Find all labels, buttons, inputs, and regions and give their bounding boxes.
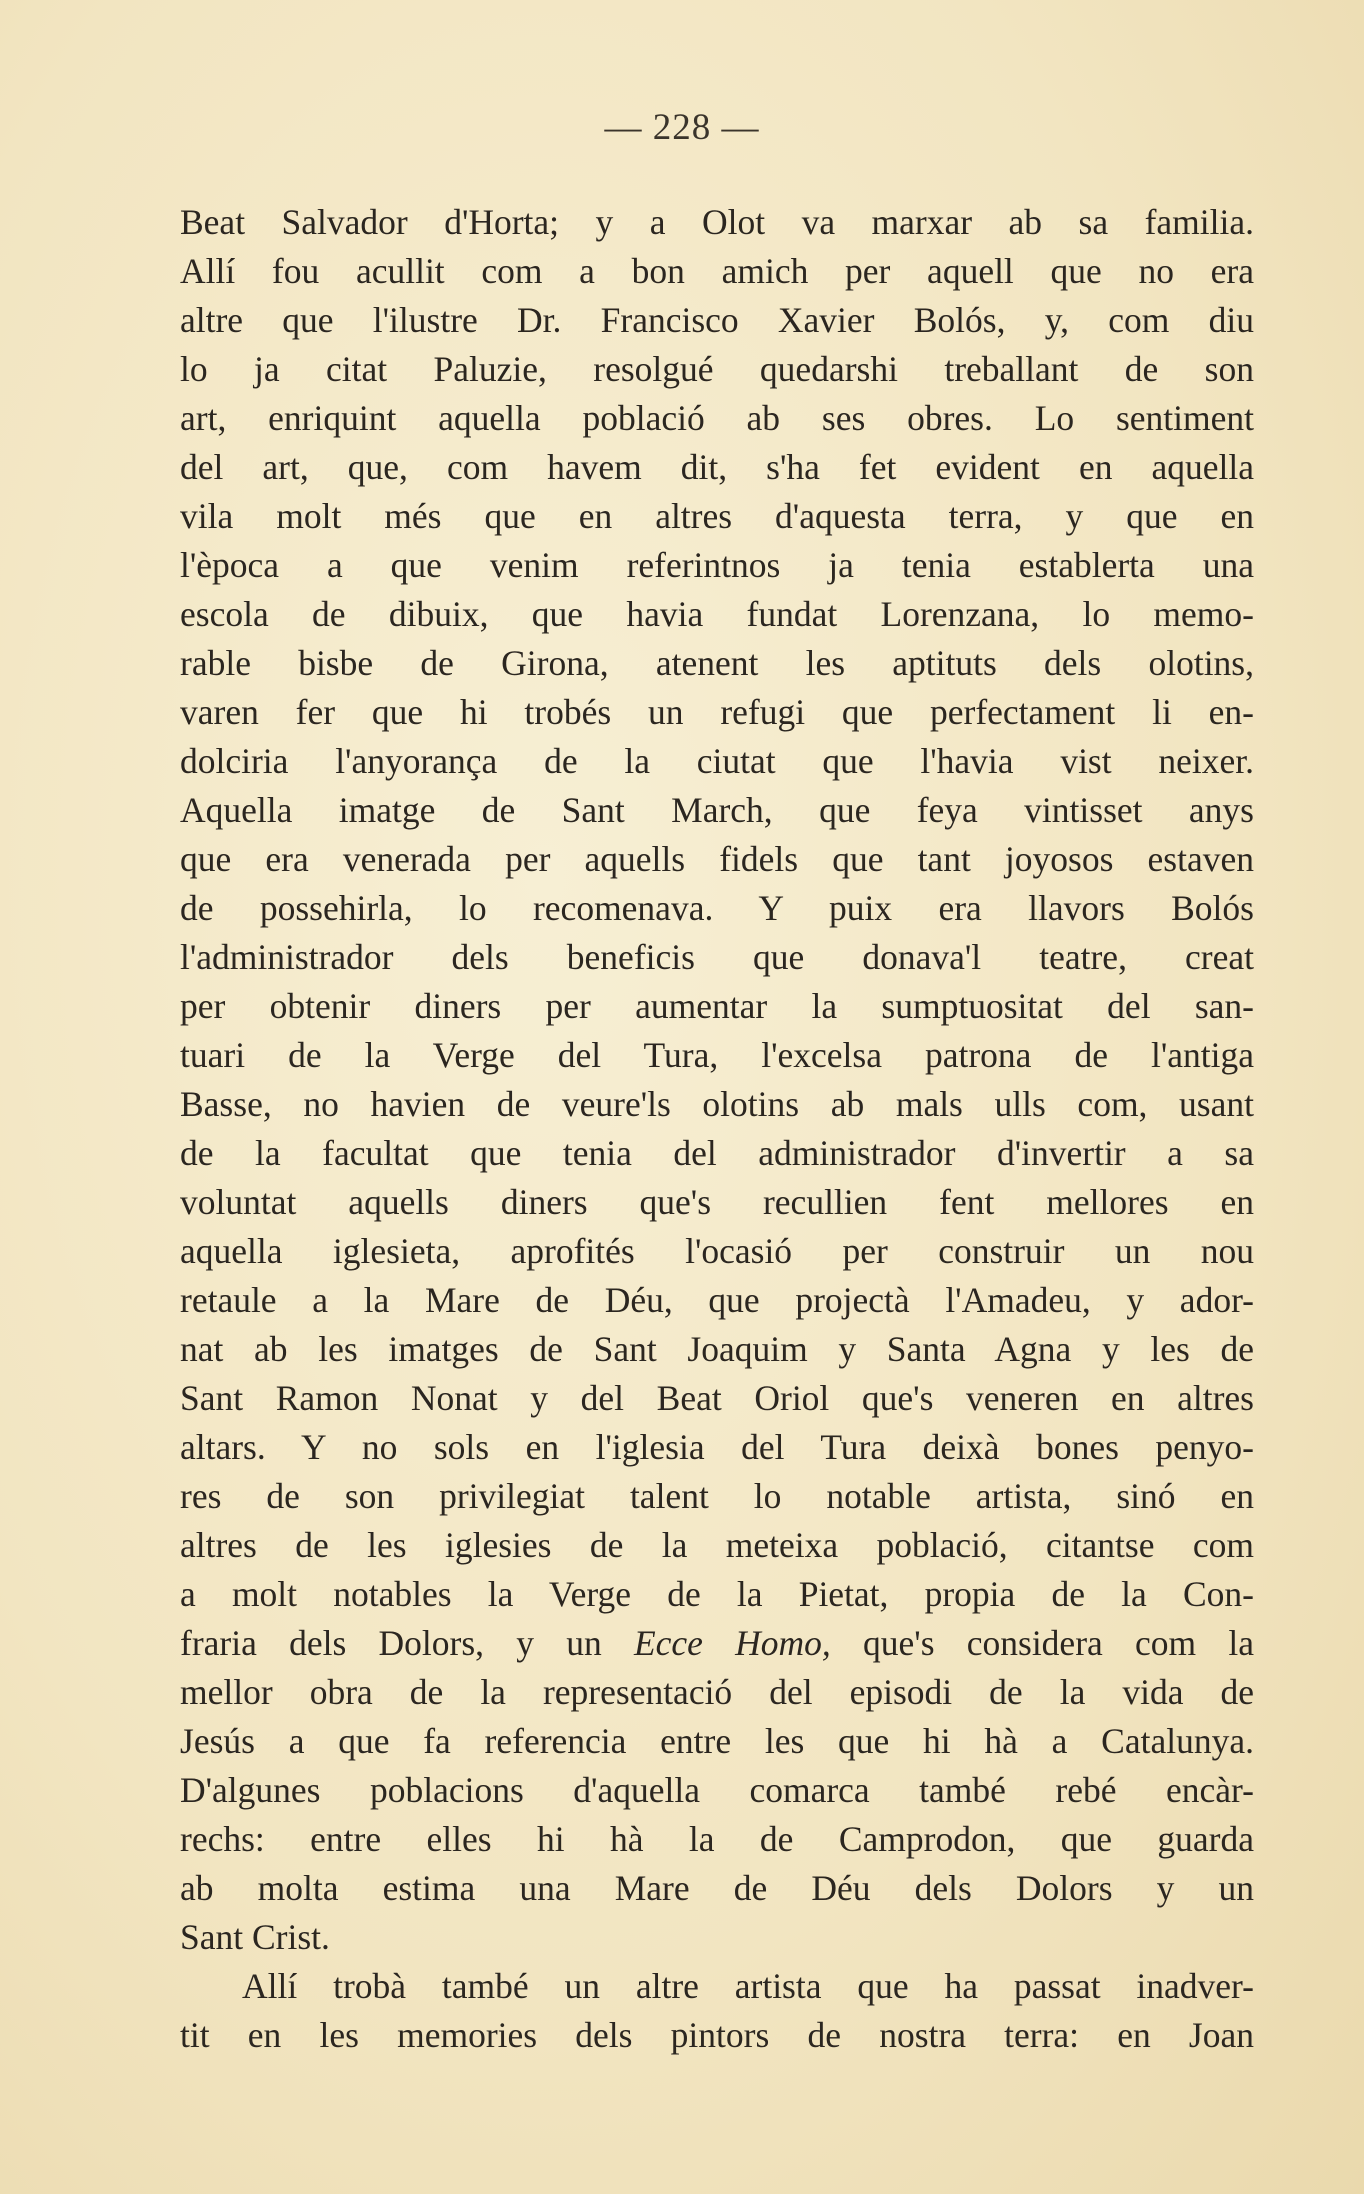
text-line: altars. Y no sols en l'iglesia del Tura deixà bones penyo-: [180, 1427, 1254, 1467]
italic-text-run: Ecce Homo,: [633, 1623, 831, 1663]
text-line: voluntat aquells diners que's recullien fent mellores en: [180, 1182, 1254, 1222]
text-run: fraria dels Dolors, y un: [180, 1623, 634, 1663]
text-line: Aquella imatge de Sant March, que feya vintisset anys: [180, 790, 1254, 830]
text-line: tit en les memories dels pintors de nostra terra: en Joan: [180, 2015, 1254, 2055]
text-line: de la facultat que tenia del administrador d'invertir a sa: [180, 1133, 1254, 1173]
text-line: art, enriquint aquella població ab ses obres. Lo sentiment: [180, 398, 1254, 438]
text-line: altres de les iglesies de la meteixa població, citantse com: [180, 1525, 1254, 1565]
text-line: Beat Salvador d'Horta; y a Olot va marxar ab sa familia.: [180, 202, 1254, 242]
text-line: aquella iglesieta, aprofités l'ocasió per construir un nou: [180, 1231, 1254, 1271]
text-line: Jesús a que fa referencia entre les que hi hà a Catalunya.: [180, 1721, 1254, 1761]
body-text: [180, 198, 1254, 2060]
text-line: D'algunes poblacions d'aquella comarca també rebé encàr-: [180, 1770, 1254, 1810]
text-line: Allí fou acullit com a bon amich per aquell que no era: [180, 251, 1254, 291]
page-number: — 228 —: [604, 107, 760, 148]
text-line: ab molta estima una Mare de Déu dels Dolors y un: [180, 1868, 1254, 1908]
text-line: dolciria l'anyorança de la ciutat que l'havia vist neixer.: [180, 741, 1254, 781]
text-line: l'època a que venim referintnos ja tenia establerta una: [180, 545, 1254, 585]
text-line: que era venerada per aquells fidels que tant joyosos estaven: [180, 839, 1254, 879]
text-line: a molt notables la Verge de la Pietat, propia de la Con-: [180, 1574, 1254, 1614]
text-line: Basse, no havien de veure'ls olotins ab mals ulls com, usant: [180, 1084, 1254, 1124]
text-line: de possehirla, lo recomenava. Y puix era llavors Bolós: [180, 888, 1254, 928]
text-line: vila molt més que en altres d'aquesta terra, y que en: [180, 496, 1254, 536]
text-line: nat ab les imatges de Sant Joaquim y Santa Agna y les de: [180, 1329, 1254, 1369]
text-line: varen fer que hi trobés un refugi que perfectament li en-: [180, 692, 1254, 732]
text-line: Allí trobà també un altre artista que ha passat inadver-: [242, 1966, 1254, 2006]
text-line: lo ja citat Paluzie, resolgué quedarshi treballant de son: [180, 349, 1254, 389]
text-line: Sant Ramon Nonat y del Beat Oriol que's veneren en altres: [180, 1378, 1254, 1418]
text-line: rable bisbe de Girona, atenent les aptituts dels olotins,: [180, 643, 1254, 683]
text-line: Sant Crist.: [180, 1917, 330, 1957]
text-line: escola de dibuix, que havia fundat Lorenzana, lo memo-: [180, 594, 1254, 634]
text-line: rechs: entre elles hi hà la de Camprodon, que guarda: [180, 1819, 1254, 1859]
text-line: tuari de la Verge del Tura, l'excelsa patrona de l'antiga: [180, 1035, 1254, 1075]
text-line: l'administrador dels beneficis que donava'l teatre, creat: [180, 937, 1254, 977]
text-line: per obtenir diners per aumentar la sumptuositat del san-: [180, 986, 1254, 1026]
text-line: mellor obra de la representació del episodi de la vida de: [180, 1672, 1254, 1712]
text-line: del art, que, com havem dit, s'ha fet evident en aquella: [180, 447, 1254, 487]
text-line: retaule a la Mare de Déu, que projectà l'Amadeu, y ador-: [180, 1280, 1254, 1320]
text-line: res de son privilegiat talent lo notable artista, sinó en: [180, 1476, 1254, 1516]
text-line: [180, 1619, 1254, 1668]
text-line: altre que l'ilustre Dr. Francisco Xavier Bolós, y, com diu: [180, 300, 1254, 340]
text-run: que's considera com la: [830, 1623, 1254, 1663]
